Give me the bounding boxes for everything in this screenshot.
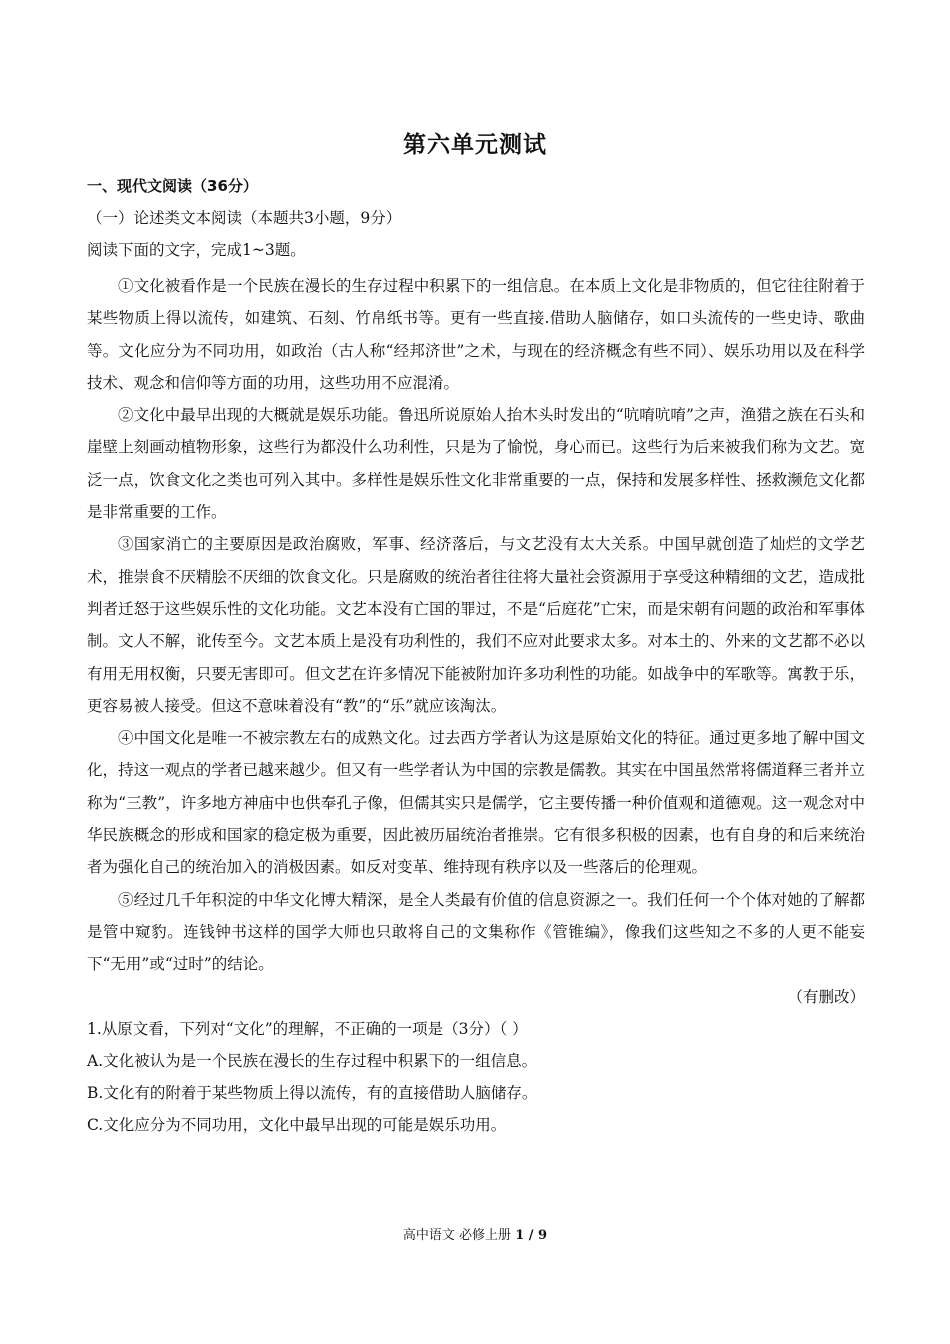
source-note: （有删改） [787, 987, 865, 1006]
reading-instruction: 阅读下面的文字，完成1~3题。 [87, 241, 306, 259]
footer-course: 高中语文 必修上册 [402, 1228, 512, 1243]
page-title: 第六单元测试 [403, 132, 547, 158]
question-1-option-c: C.文化应分为不同功用，文化中最早出现的可能是娱乐功用。 [87, 1116, 507, 1135]
document-body [87, 174, 865, 1142]
paragraph-2: ②文化中最早出现的大概就是娱乐功能。鲁迅所说原始人抬木头时发出的“吭唷吭唷”之声，渔猎之族在石头和崖壁上刻画动植物形象，这些行为都没什么功利性，只是为了愉悦，身心而已。这些行为后来被我们称为文艺。宽泛一点，饮食文化之类也可列入其中。多样性是娱乐性文化非常重要的一点，保持和发展多样性、拯救濒危文化都是非常重要的工作。 [87, 406, 865, 522]
paragraph-1: ①文化被看作是一个民族在漫长的生存过程中积累下的一组信息。在本质上文化是非物质的，但它往往附着于某些物质上得以流传，如建筑、石刻、竹帛纸书等。更有一些直接.借助人脑储存，如口头流传的一些史诗、歌曲等。文化应分为不同功用，如政治（古人称“经邦济世”之术，与现在的经济概念有些不同）、娱乐功用以及在科学技术、观念和信仰等方面的功用，这些功用不应混淆。 [87, 277, 865, 392]
question-1-option-b: B.文化有的附着于某些物质上得以流传，有的直接借助人脑储存。 [87, 1084, 538, 1103]
subsection-heading: （一）论述类文本阅读（本题共3小题，9分） [87, 209, 402, 227]
page-footer [0, 1224, 950, 1243]
paragraph-3: ③国家消亡的主要原因是政治腐败，军事、经济落后，与文艺没有太大关系。中国早就创造了灿烂的文学艺术，推崇食不厌精脍不厌细的饮食文化。只是腐败的统治者往往将大量社会资源用于享受这种精细的文艺，造成批判者迁怒于这些娱乐性的文化功能。文艺本没有亡国的罪过，不是“后庭花”亡宋，而是宋朝有问题的政治和军事体制。文人不解，讹传至今。文艺本质上是没有功利性的，我们不应对此要求太多。对本土的、外来的文艺都不必以有用无用权衡，只要无害即可。但文艺在许多情况下能被附加许多功利性的功能。如战争中的军歌等。寓教于乐，更容易被人接受。但这不意味着没有“教”的“乐”就应该淘汰。 [87, 535, 865, 715]
paragraph-4: ④中国文化是唯一不被宗教左右的成熟文化。过去西方学者认为这是原始文化的特征。通过更多地了解中国文化，持这一观点的学者已越来越少。但又有一些学者认为中国的宗教是儒教。其实在中国虽然常将儒道释三者并立称为“三教”，许多地方神庙中也供奉孔子像，但儒其实只是儒学，它主要传播一种价值观和道德观。这一观念对中华民族概念的形成和国家的稳定极为重要，因此被历届统治者推崇。它有很多积极的因素，也有自身的和后来统治者为强化自己的统治加入的消极因素。如反对变革、维持现有秩序以及一些落后的伦理观。 [87, 729, 865, 877]
question-1-stem: 1.从原文看，下列对“文化”的理解，不正确的一项是（3分）（ ） [87, 1019, 528, 1038]
section-heading: 一、现代文阅读（36分） [87, 177, 258, 195]
question-1-option-a: A.文化被认为是一个民族在漫长的生存过程中积累下的一组信息。 [87, 1051, 538, 1070]
footer-page-number: 1 / 9 [515, 1228, 548, 1243]
paragraph-5: ⑤经过几千年积淀的中华文化博大精深，是全人类最有价值的信息资源之一。我们任何一个个体对她的了解都是管中窥豹。连钱钟书这样的国学大师也只敢将自己的文集称作《管锥编》，像我们这些知之不多的人更不能妄下“无用”或“过时”的结论。 [87, 890, 865, 974]
